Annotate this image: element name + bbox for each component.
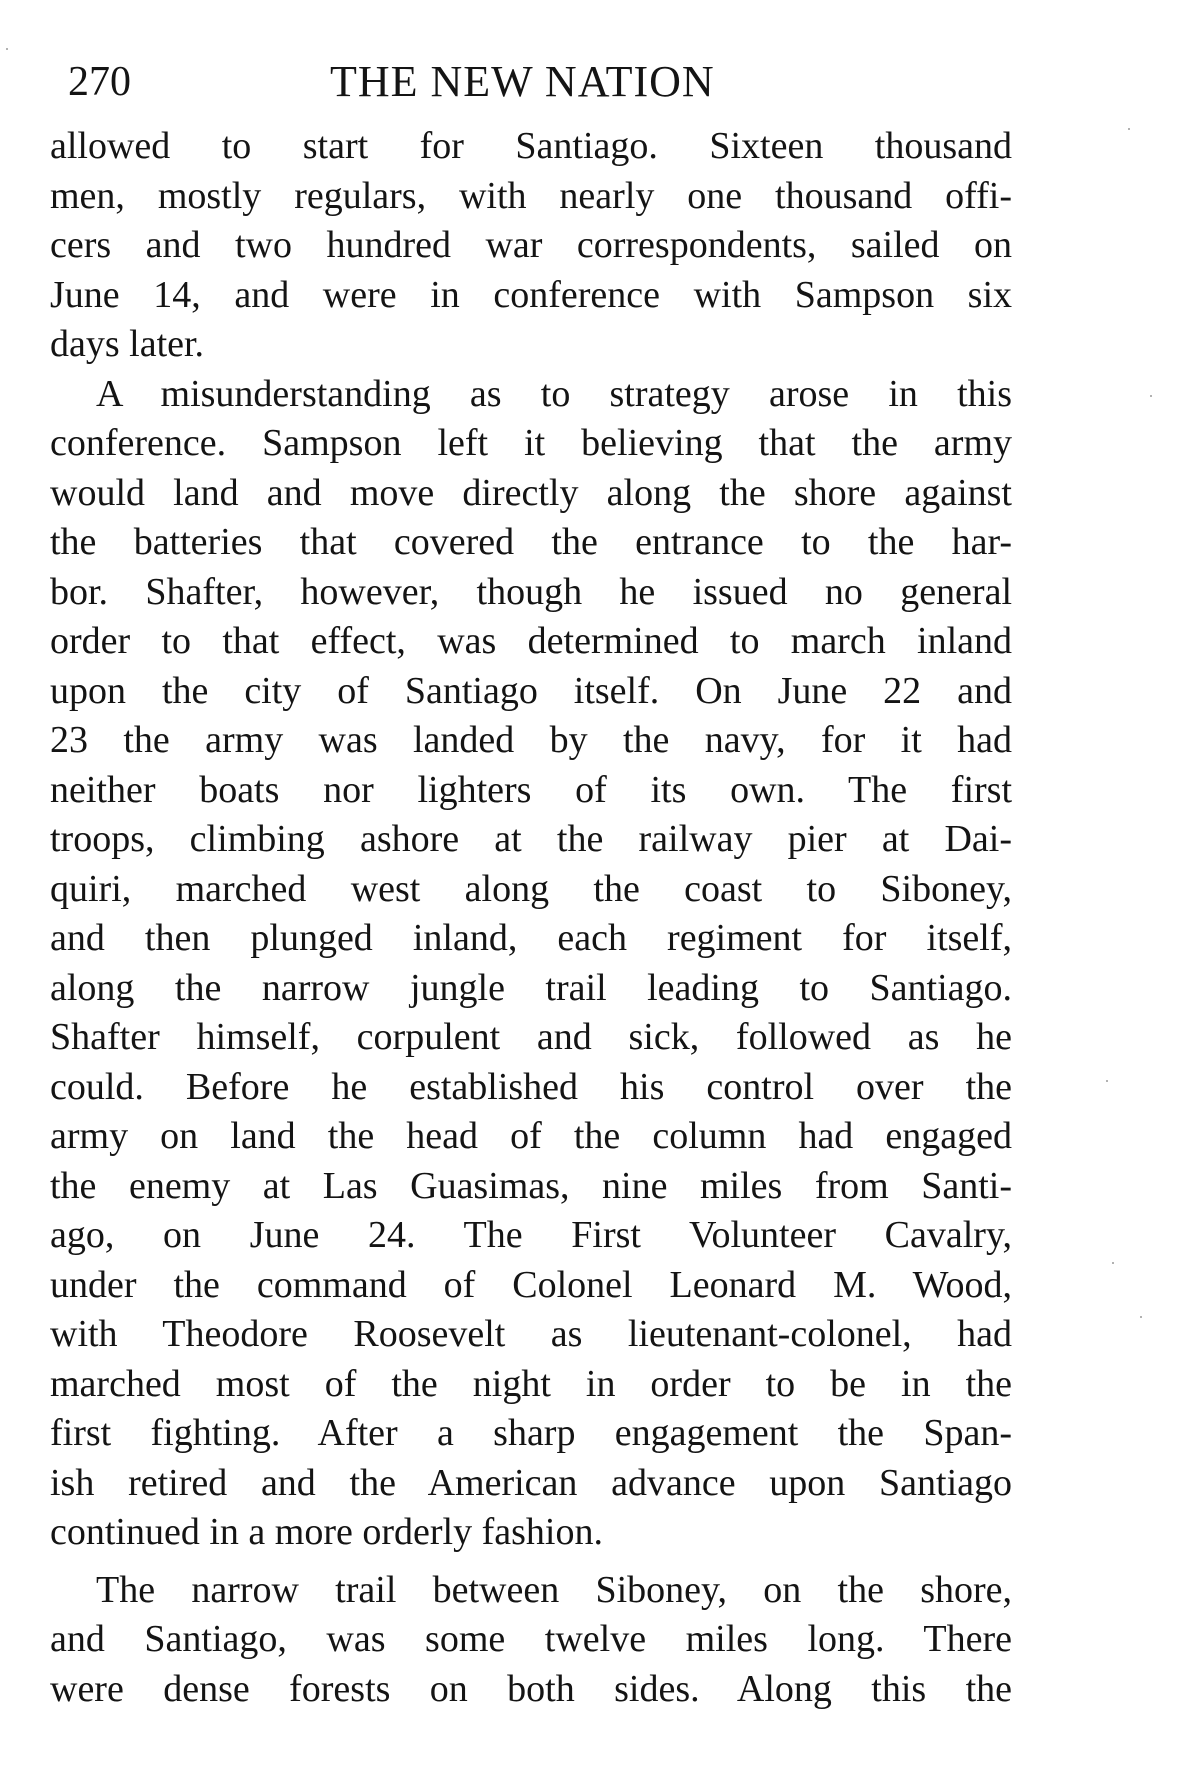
text-line: order to that effect, was determined to march inland <box>50 620 1012 662</box>
text-line: marched most of the night in order to be in the <box>50 1362 1012 1405</box>
text-line: ish retired and the American advance upon Santiago <box>50 1461 1012 1504</box>
text-line: upon the city of Santiago itself. On June 22 and <box>50 669 1012 712</box>
text-line: ago, on June 24. The First Volunteer Cavalry, <box>50 1214 1012 1256</box>
body-text <box>50 122 1012 1714</box>
text-line: first fighting. After a sharp engagement the Span- <box>50 1412 1012 1454</box>
running-title: THE NEW NATION <box>330 57 715 106</box>
paragraph-gap <box>50 1558 1012 1566</box>
text-line: The narrow trail between Siboney, on the shore, <box>96 1568 1012 1611</box>
page-number: 270 <box>68 59 131 105</box>
paragraph-3 <box>50 1566 1012 1715</box>
text-line: conference. Sampson left it believing that the army <box>50 422 1012 464</box>
text-line: could. Before he established his control over the <box>50 1065 1012 1108</box>
text-line: allowed to start for Santiago. Sixteen thousand <box>50 125 1012 167</box>
text-line: 23 the army was landed by the navy, for it had <box>50 719 1012 761</box>
paper-speck <box>1106 1080 1108 1082</box>
running-head <box>68 52 1008 112</box>
paper-speck <box>1128 128 1130 130</box>
text-line: June 14, and were in conference with Sampson six <box>50 273 1012 316</box>
text-line: quiri, marched west along the coast to Siboney, <box>50 867 1012 910</box>
text-line: troops, climbing ashore at the railway pier at Dai- <box>50 818 1012 860</box>
paper-speck <box>1150 395 1152 397</box>
paper-speck <box>1112 1262 1114 1264</box>
paper-speck <box>1140 1316 1142 1318</box>
text-line: under the command of Colonel Leonard M. Wood, <box>50 1263 1012 1306</box>
text-line: cers and two hundred war correspondents, sailed on <box>50 224 1012 266</box>
text-line: would land and move directly along the shore against <box>50 471 1012 514</box>
paragraph-2 <box>50 370 1012 1558</box>
text-line: along the narrow jungle trail leading to Santiago. <box>50 966 1012 1009</box>
text-line: continued in a more orderly fashion. <box>50 1511 603 1553</box>
text-line: were dense forests on both sides. Along this the <box>50 1667 1012 1710</box>
paragraph-1 <box>50 122 1012 370</box>
text-line: bor. Shafter, however, though he issued no general <box>50 570 1012 613</box>
text-line: and Santiago, was some twelve miles long. There <box>50 1618 1012 1660</box>
text-line: with Theodore Roosevelt as lieutenant-colonel, had <box>50 1313 1012 1355</box>
text-line: days later. <box>50 323 205 365</box>
text-line: A misunderstanding as to strategy arose in this <box>96 372 1012 415</box>
paper-speck <box>6 48 8 50</box>
text-line: Shafter himself, corpulent and sick, followed as he <box>50 1016 1012 1058</box>
text-line: the batteries that covered the entrance to the har- <box>50 521 1012 563</box>
text-line: army on land the head of the column had engaged <box>50 1115 1012 1157</box>
text-line: neither boats nor lighters of its own. The first <box>50 768 1012 811</box>
text-line: and then plunged inland, each regiment for itself, <box>50 917 1012 959</box>
text-line: the enemy at Las Guasimas, nine miles from Santi- <box>50 1164 1012 1207</box>
text-line: men, mostly regulars, with nearly one thousand offi- <box>50 174 1012 217</box>
